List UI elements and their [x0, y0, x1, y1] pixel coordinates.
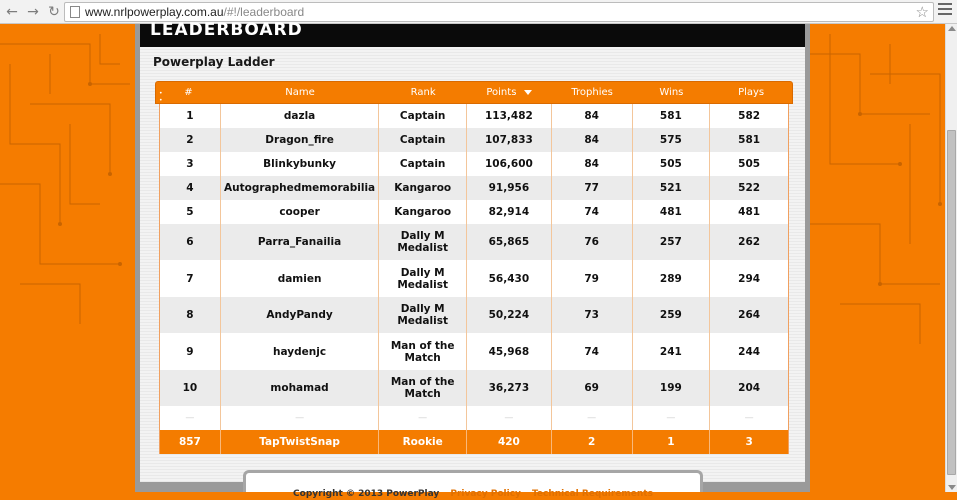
- cell-name[interactable]: haydenjc: [221, 333, 380, 370]
- privacy-policy-link[interactable]: Privacy Policy: [450, 489, 521, 499]
- cell-plays: 264: [738, 309, 761, 321]
- content-panel: [135, 20, 810, 492]
- cell-wins: 581: [633, 104, 711, 128]
- scroll-down-icon[interactable]: [948, 485, 956, 490]
- cell-position: 2: [160, 128, 221, 152]
- cell-gap: —: [160, 406, 221, 430]
- header-plays[interactable]: Plays: [738, 87, 765, 98]
- cell-trophies: 76: [552, 224, 633, 260]
- table-row-gap: [160, 406, 788, 430]
- header-points[interactable]: Points: [467, 87, 552, 98]
- cell-plays: 204: [738, 382, 761, 394]
- cell-rank: Dally M Medalist: [379, 224, 467, 260]
- current-user-row: [160, 430, 788, 454]
- header-position[interactable]: • • #: [159, 87, 193, 104]
- cell-trophies: 73: [552, 297, 633, 333]
- table-row: [160, 370, 788, 406]
- cell-rank: Kangaroo: [379, 200, 467, 224]
- cell-trophies: 84: [552, 152, 633, 176]
- cell-name[interactable]: mohamad: [221, 370, 380, 406]
- cell-trophies: 84: [552, 104, 633, 128]
- cell-rank: Man of the Match: [379, 370, 467, 406]
- cell-position: 7: [160, 260, 221, 297]
- cell-rank: Rookie: [379, 430, 467, 454]
- reload-icon[interactable]: ↻: [48, 3, 60, 20]
- cell-plays: 3: [745, 436, 753, 448]
- cell-wins: 521: [633, 176, 711, 200]
- cell-trophies: 2: [552, 430, 633, 454]
- address-bar[interactable]: [64, 2, 934, 22]
- table-row: [160, 152, 788, 176]
- cell-wins: 575: [633, 128, 711, 152]
- table-body: [159, 104, 789, 454]
- circuit-pattern-left: [0, 24, 135, 492]
- cell-position: 8: [160, 297, 221, 333]
- cell-points: 45,968: [467, 333, 552, 370]
- cell-name[interactable]: Parra_Fanailia: [221, 224, 380, 260]
- cell-wins: 257: [633, 224, 711, 260]
- cell-points: 65,865: [467, 224, 552, 260]
- cell-plays: 582: [738, 110, 761, 122]
- cell-name[interactable]: Autographedmemorabilia: [221, 176, 380, 200]
- cell-points: 50,224: [467, 297, 552, 333]
- content-panel-inner: [140, 20, 805, 482]
- cell-points: 36,273: [467, 370, 552, 406]
- cell-wins: 241: [633, 333, 711, 370]
- forward-icon[interactable]: →: [27, 3, 39, 20]
- cell-trophies: 74: [552, 200, 633, 224]
- page-scrollbar[interactable]: [945, 24, 957, 492]
- cell-points: 91,956: [467, 176, 552, 200]
- copyright-text: Copyright © 2013 PowerPlay: [293, 489, 440, 499]
- cell-name[interactable]: cooper: [221, 200, 380, 224]
- technical-requirements-link[interactable]: Technical Requirements: [531, 489, 653, 499]
- scroll-up-icon[interactable]: [948, 26, 956, 31]
- url-host: www.nrlpowerplay.com.au: [85, 5, 224, 19]
- cell-plays: 481: [738, 206, 761, 218]
- cell-points: 82,914: [467, 200, 552, 224]
- cell-position: 857: [160, 430, 221, 454]
- page-title: LEADERBOARD: [150, 20, 303, 40]
- cell-points: 106,600: [467, 152, 552, 176]
- url-path: /#!/leaderboard: [223, 5, 305, 19]
- cell-gap: —: [467, 406, 552, 430]
- table-row: [160, 104, 788, 128]
- table-row: [160, 297, 788, 333]
- cell-rank: Captain: [379, 128, 467, 152]
- menu-icon[interactable]: [938, 3, 952, 17]
- section-title: Powerplay Ladder: [153, 55, 275, 69]
- cell-trophies: 69: [552, 370, 633, 406]
- cell-wins: 199: [633, 370, 711, 406]
- cell-gap: —: [552, 406, 633, 430]
- cell-gap: —: [633, 406, 711, 430]
- cell-name[interactable]: Blinkybunky: [221, 152, 380, 176]
- cell-plays: 244: [738, 345, 761, 358]
- header-rank[interactable]: Rank: [410, 87, 436, 98]
- table-row: [160, 333, 788, 370]
- cell-name[interactable]: TapTwistSnap: [221, 430, 380, 454]
- cell-points: 107,833: [467, 128, 552, 152]
- cell-plays: 505: [738, 158, 761, 170]
- table-row: [160, 260, 788, 297]
- cell-name[interactable]: dazla: [221, 104, 380, 128]
- table-header: [155, 81, 793, 104]
- table-row: [160, 200, 788, 224]
- cell-position: 5: [160, 200, 221, 224]
- cell-name[interactable]: damien: [221, 260, 380, 297]
- cell-gap: —: [379, 406, 467, 430]
- cell-wins: 289: [633, 260, 711, 297]
- cell-name[interactable]: Dragon_fire: [221, 128, 380, 152]
- cell-position: 10: [160, 370, 221, 406]
- footer: [243, 470, 703, 499]
- cell-rank: Kangaroo: [379, 176, 467, 200]
- scroll-thumb[interactable]: [947, 130, 956, 475]
- browser-toolbar: [0, 0, 957, 24]
- header-banner: [140, 20, 805, 47]
- cell-plays: 522: [738, 182, 761, 194]
- cell-plays: 262: [738, 236, 761, 248]
- corner-dots-icon: • •: [159, 90, 163, 104]
- cell-rank: Man of the Match: [379, 333, 467, 370]
- cell-rank: Captain: [379, 104, 467, 128]
- cell-rank: Dally M Medalist: [379, 297, 467, 333]
- cell-position: 9: [160, 333, 221, 370]
- page-icon: [70, 6, 80, 18]
- header-wins[interactable]: Wins: [659, 87, 684, 98]
- cell-gap: —: [744, 413, 754, 423]
- cell-wins: 1: [633, 430, 711, 454]
- table-row: [160, 176, 788, 200]
- header-name[interactable]: Name: [285, 87, 315, 98]
- sort-down-icon: [524, 90, 532, 95]
- header-trophies[interactable]: Trophies: [571, 87, 613, 98]
- circuit-pattern-right: [810, 24, 945, 492]
- cell-points: 56,430: [467, 260, 552, 297]
- cell-points: 420: [467, 430, 552, 454]
- cell-plays: 581: [738, 134, 761, 146]
- cell-gap: —: [221, 406, 380, 430]
- cell-plays: 294: [738, 272, 761, 285]
- cell-wins: 259: [633, 297, 711, 333]
- cell-position: 4: [160, 176, 221, 200]
- leaderboard-table: [155, 81, 793, 454]
- cell-rank: Dally M Medalist: [379, 260, 467, 297]
- table-row: [160, 224, 788, 260]
- star-icon[interactable]: ☆: [915, 3, 929, 21]
- back-icon[interactable]: ←: [6, 3, 18, 20]
- cell-position: 6: [160, 224, 221, 260]
- cell-trophies: 79: [552, 260, 633, 297]
- cell-wins: 481: [633, 200, 711, 224]
- cell-trophies: 84: [552, 128, 633, 152]
- cell-wins: 505: [633, 152, 711, 176]
- table-row: [160, 128, 788, 152]
- cell-name[interactable]: AndyPandy: [221, 297, 380, 333]
- cell-position: 1: [160, 104, 221, 128]
- cell-points: 113,482: [467, 104, 552, 128]
- cell-trophies: 77: [552, 176, 633, 200]
- cell-trophies: 74: [552, 333, 633, 370]
- cell-position: 3: [160, 152, 221, 176]
- cell-rank: Captain: [379, 152, 467, 176]
